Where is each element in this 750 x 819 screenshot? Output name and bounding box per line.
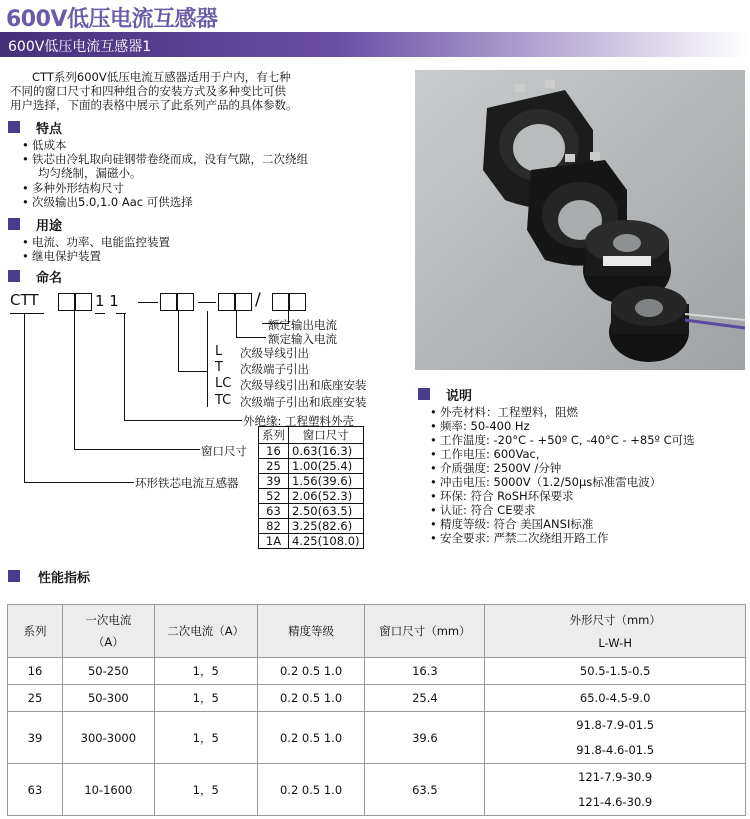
uses-heading: 用途 (36, 219, 63, 234)
naming-heading: 命名 (36, 271, 63, 286)
label-window: 窗口尺寸 (201, 444, 247, 458)
col-window: 窗口尺寸（mm） (365, 605, 485, 658)
table-row: 39 300-3000 1，5 0.2 0.5 1.0 39.6 91.8-7.9-01.5 (8, 712, 746, 738)
series-header: 系列 (259, 427, 289, 444)
section-marker-icon (8, 218, 20, 230)
leader-line (178, 371, 208, 372)
code-box (177, 293, 194, 311)
table-row: 52 2.06(52.3) (259, 489, 364, 504)
section-marker-icon (8, 270, 20, 282)
feature-item: • 低成本 (22, 138, 67, 152)
note-item: • 介质强度: 2500V /分钟 (430, 461, 562, 475)
table-row: 39 1.56(39.6) (259, 474, 364, 489)
performance-table-wrapper (7, 604, 746, 816)
page-title: 600V低压电流互感器 (6, 7, 218, 32)
section-marker-icon (8, 570, 20, 582)
underline (10, 313, 44, 314)
dash (198, 302, 216, 303)
code-T: T (215, 360, 223, 375)
table-row: 16 50-250 1，5 0.2 0.5 1.0 16.3 50.5-1.5-0.5 (8, 658, 746, 685)
intro-line-2: 不同的窗口尺寸和四种组合的安装方式及多种变比可供 (10, 84, 286, 98)
notes-heading: 说明 (446, 389, 473, 404)
code-box (58, 293, 75, 311)
col-series: 系列 (8, 605, 63, 658)
code-box (218, 293, 235, 311)
code-box (160, 293, 177, 311)
feature-item: • 次级输出5.0,1.0 Aac 可供选择 (22, 195, 193, 209)
performance-table: 系列 一次电流 （A） 二次电流（A） 精度等级 窗口尺寸（mm） 外形尺寸（mm） L-W-H 16 50-250 1，5 0.2 0.5 1.0 16.3 50.5-1.5-0.5 25 50-300 1，5 0.2 0.5 1.0 25.4 65.0-4.5-9.0 39 300-3000 1，5 0.2 0.5 1.0 39.6 91.8-7.9-01.5 91.8-4.6-01.5 63 10-1600 1，5 0.2 0.5 1.0 63.5 121-7.9-30.9 121-4.6-30.9 (7, 604, 746, 816)
code-TC-desc: 次级端子引出和底座安装 (240, 395, 367, 409)
feature-item: • 多种外形结构尺寸 (22, 181, 124, 195)
col-primary: 一次电流 （A） (62, 605, 154, 658)
code-T-desc: 次级端子引出 (240, 362, 309, 376)
leader-line (178, 311, 179, 371)
code-box (289, 293, 306, 311)
col-secondary: 二次电流（A） (154, 605, 257, 658)
leader-line (24, 313, 25, 482)
col-dims: 外形尺寸（mm） L-W-H (485, 605, 746, 658)
series-table (258, 426, 364, 549)
table-header-row (8, 605, 746, 658)
naming-digits: 1 1 (95, 292, 119, 310)
performance-heading: 性能指标 (38, 571, 91, 586)
underline (95, 313, 105, 314)
table-row: 25 50-300 1，5 0.2 0.5 1.0 25.4 65.0-4.5-9.0 (8, 685, 746, 712)
feature-item-cont: 均匀绕制，漏磁小。 (38, 166, 142, 180)
window-header: 窗口尺寸 (289, 427, 364, 444)
table-row: 63 2.50(63.5) (259, 504, 364, 519)
code-LC-desc: 次级导线引出和底座安装 (240, 378, 367, 392)
note-item: • 安全要求: 严禁二次绕组开路工作 (430, 531, 609, 545)
notes-list (430, 405, 695, 545)
section-marker-icon (418, 388, 430, 400)
leader-line (74, 311, 75, 449)
table-row: 1A 4.25(108.0) (259, 534, 364, 549)
product-photo (415, 70, 745, 370)
use-item: • 电流、功率、电能监控装置 (22, 235, 170, 249)
use-item: • 继电保护装置 (22, 249, 101, 263)
table-row: 25 1.00(25.4) (259, 459, 364, 474)
leader-line (24, 482, 134, 483)
code-LC: LC (215, 376, 232, 391)
leader-line (124, 420, 242, 421)
leader-line (74, 449, 200, 450)
col-accuracy: 精度等级 (257, 605, 365, 658)
features-heading: 特点 (36, 122, 63, 137)
naming-slash: / (255, 290, 261, 310)
note-item: • 工作温度: -20°C - +50º C, -40°C - +85º C可选 (430, 433, 695, 447)
current-transformers-image (415, 70, 745, 370)
leader-line (236, 337, 266, 338)
code-L: L (215, 344, 223, 359)
intro-line-1: CTT系列600V低压电流互感器适用于户内，有七种 (32, 70, 291, 84)
label-insulation: 外绝缘: 工程塑料外壳 (243, 414, 355, 428)
leader-line (124, 313, 125, 420)
table-row: 16 0.63(16.3) (259, 444, 364, 459)
code-box (235, 293, 252, 311)
code-L-desc: 次级导线引出 (240, 346, 309, 360)
intro-line-3: 用户选择，下面的表格中展示了此系列产品的具体参数。 (10, 98, 298, 112)
note-item: • 外壳材料：工程塑料，阻燃 (430, 405, 578, 419)
code-TC: TC (215, 393, 232, 408)
table-row: 82 3.25(82.6) (259, 519, 364, 534)
code-box (272, 293, 289, 311)
section-marker-icon (8, 121, 20, 133)
leader-line (236, 311, 237, 337)
label-rated-input: 额定输入电流 (268, 332, 337, 346)
table-row: 63 10-1600 1，5 0.2 0.5 1.0 63.5 121-7.9-30.9 (8, 764, 746, 790)
naming-prefix: CTT (10, 291, 39, 309)
leader-line (207, 311, 208, 407)
dash (138, 302, 158, 303)
feature-item: • 铁芯由冷轧取向硅钢带卷绕而成，没有气隙，二次绕组 (22, 152, 308, 166)
label-core: 环形铁芯电流互感器 (135, 476, 239, 490)
note-item: • 精度等级: 符合 美国ANSI标准 (430, 517, 594, 531)
note-item: • 频率: 50-400 Hz (430, 419, 530, 433)
note-item: • 环保: 符合 RoSH环保要求 (430, 489, 574, 503)
code-box (75, 293, 92, 311)
note-item: • 冲击电压: 5000V（1.2/50μs标准雷电波） (430, 475, 662, 489)
note-item: • 工作电压: 600Vac, (430, 447, 540, 461)
label-rated-output: 额定输出电流 (268, 318, 337, 332)
note-item: • 认证: 符合 CE要求 (430, 503, 536, 517)
section-subtitle: 600V低压电流互感器1 (8, 39, 152, 55)
